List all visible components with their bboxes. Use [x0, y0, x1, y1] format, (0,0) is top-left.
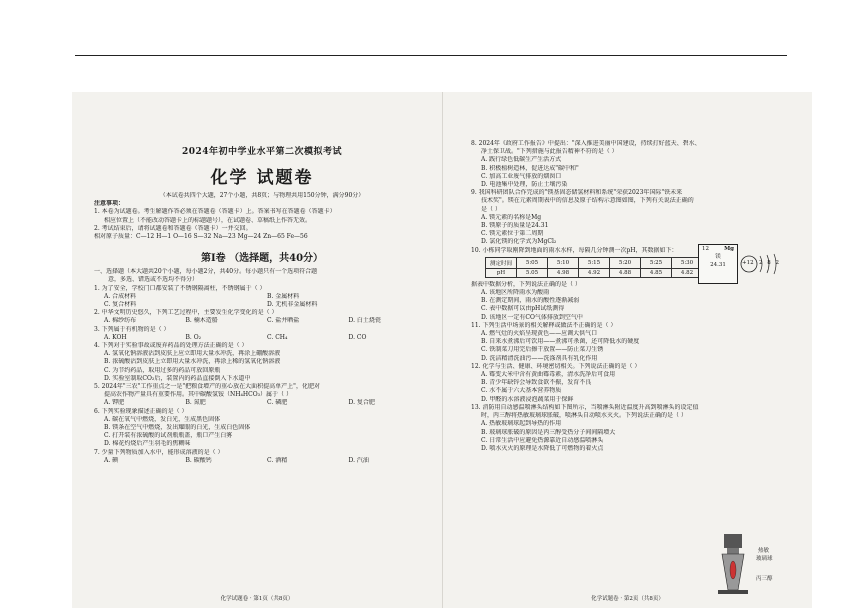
q13-stem-2: 时，丙三醇将热敏玻璃球胀破，喷淋头自动喷水灭火。下列说法正确的是（ ） [481, 412, 687, 420]
atomic-mass: 24.31 [710, 262, 726, 268]
q5-option-b: B. 氮肥 [185, 399, 206, 407]
q11-option-d: D. 洗洁精清洗油污——洗涤剂具有乳化作用 [481, 354, 598, 362]
ph-cell: 5.05 [517, 268, 548, 277]
right-footer: 化学试题卷 · 第2页（共8页） [591, 596, 664, 602]
q7-stem: 7. 少量下列物质加入水中，能形成溶液的是（ ） [94, 448, 224, 456]
ph-cell: 4.85 [641, 268, 672, 277]
q1-option-c: C. 复合材料 [104, 301, 137, 309]
q12-option-c: C. 水不属于六大基本营养物质 [481, 387, 562, 395]
q3-option-b: B. O₂ [185, 333, 202, 341]
q11-stem: 11. 下列生活中场景的相关解释或做法不正确的是（ ） [471, 321, 617, 329]
q3-option-d: D. CO [348, 333, 367, 341]
sprinkler-head-svg [712, 532, 754, 598]
section-title: 第Ⅰ卷 （选择题，共40分） [200, 253, 324, 265]
q11-option-c: C. 铁制菜刀用完后擦干放置——防止菜刀生锈 [481, 346, 604, 354]
q4-option-c: C. 为节约药品，取用过多的药品可放回原瓶 [104, 366, 221, 374]
q7-option-c: C. 酒精 [267, 456, 288, 464]
q13-option-b: B. 玻璃球胀破的原因是丙三醇受热分子间间隔增大 [481, 428, 616, 436]
q5-option-a: A. 钾肥 [104, 399, 125, 407]
time-cell: 5:15 [579, 257, 610, 268]
atomic-structure-diagram [740, 250, 782, 278]
time-cell: 5:25 [641, 257, 672, 268]
atomic-number: 12 [702, 246, 709, 252]
q12-option-a: A. 霉变大米中含有黄曲霉毒素，清水洗净后可食用 [481, 371, 616, 379]
q13-option-d: D. 喷水灭火的原理是水降低了可燃物的着火点 [481, 444, 604, 452]
q8-option-c: C. 加高工业废气排放的烟囱口 [481, 172, 562, 180]
notes-heading: 注意事项： [94, 200, 125, 208]
q1-options-2 [94, 301, 430, 309]
time-cell: 5:30 [672, 257, 703, 268]
q13-stem: 13. 消防用自动感温喷淋头结构如下图所示，当喷淋头附近温度升高到喷淋头的设定值 [471, 403, 699, 411]
time-cell: 5:10 [548, 257, 579, 268]
q6-option-c: C. 打开装有浓硫酸的试剂瓶瓶盖，瓶口产生白雾 [104, 432, 233, 440]
q2-option-c: C. 盐井晒盐 [267, 317, 300, 325]
ph-cell: 4.92 [579, 268, 610, 277]
ph-cell: 4.82 [672, 268, 703, 277]
q5-option-d: D. 复合肥 [348, 399, 375, 407]
q11-option-b: B. 自来水煮沸后可饮用——煮沸可杀菌，还可降低水的硬度 [481, 338, 640, 346]
q10-option-a: A. 该地区所降雨水为酸雨 [481, 289, 550, 297]
label-thermal-glass: 热敏 [758, 548, 770, 554]
q8-stem: 8. 2024年《政府工作报告》中提出："深入推进美丽中国建设，持续打好蓝天、碧水、 [471, 140, 701, 147]
q2-options [94, 317, 430, 325]
table-header-cell: 测定时间 [486, 257, 517, 268]
section-desc-2: 意，多选、错选或不选均不得分） [108, 276, 199, 284]
q8-stem-2: 净土保卫战。"下列措施与此报告精神不符的是（ ） [481, 148, 618, 156]
q5-option-c: C. 磷肥 [267, 399, 288, 407]
table-header-cell: pH [486, 268, 517, 277]
q4-option-b: B. 浓硫酸沾到皮肤上立即用大量水冲洗，再涂上稀的氢氧化钠溶液 [104, 358, 281, 366]
q3-stem: 3. 下列属于有机物的是（ ） [94, 325, 170, 333]
label-glycerol: 丙三醇 [756, 576, 773, 582]
q1-options [94, 293, 430, 301]
element-tile-mg [698, 244, 738, 284]
section-desc: 一、选择题（本大题共20个小题，每小题2分，共40分。每小题只有一个选项符合题 [94, 268, 318, 276]
q6-option-d: D. 棉花灼烧后产生羽毛的焦糊味 [104, 440, 191, 448]
q9-option-b: B. 镁原子的质量是24.31 [481, 222, 549, 230]
ph-table [485, 257, 703, 278]
sprinkler-diagram [712, 532, 782, 600]
q4-option-a: A. 氢氧化钠溶液沾到皮肤上应立即用大量水冲洗，再涂上硼酸溶液 [104, 350, 281, 358]
q10-option-b: B. 在测定期间，雨水的酸性逐渐减弱 [481, 297, 580, 305]
q1-option-d: D. 无机非金属材料 [267, 301, 318, 309]
q9-stem-3: 是（ ） [481, 205, 501, 213]
q7-option-b: B. 碳酸钙 [185, 456, 212, 464]
q10-stem-2: 据表中数据分析，下列说法正确的是（ ） [471, 280, 581, 288]
q8-option-b: B. 积极植树造林，促进达成"碳中和" [481, 164, 579, 172]
electron-shells: 2 8 2 [759, 260, 781, 266]
subject-title: 化学 试题卷 [210, 168, 314, 188]
q4-option-d: D. 实验室制取CO₂后，装置内的药品直接倒入下水道中 [104, 374, 251, 382]
q2-stem: 2. 中华文明历史悠久，下列工艺过程中，主要发生化学变化的是（ ） [94, 309, 278, 317]
q7-option-d: D. 汽油 [348, 456, 369, 464]
q5-options [94, 399, 430, 407]
q5-stem-2: 提高农作物产量具有重要作用。其中碳酸氢铵（NH₄HCO₃）属于（ ） [104, 391, 292, 399]
q3-option-a: A. KOH [104, 333, 127, 341]
element-name: 镁 [715, 254, 721, 260]
ph-cell: 4.98 [548, 268, 579, 277]
time-cell: 5:20 [610, 257, 641, 268]
note-2: 2. 考试结束后，请将试题卷和答题卷（答题卡）一并交回。 [94, 224, 252, 232]
q10-stem: 10. 小栋同学取刚降到地面的雨水水样，每隔几分钟测一次pH，其数据如下： [471, 246, 678, 254]
element-symbol: Mg [724, 246, 734, 252]
q9-option-c: C. 镁元素位于第二周期 [481, 230, 544, 238]
q1-option-b: B. 金属材料 [267, 292, 300, 300]
q2-option-b: B. 楠木造船 [185, 317, 218, 325]
q10-option-d: D. 该地区一定有CO气体排放到空气中 [481, 313, 583, 321]
table-row [486, 268, 703, 277]
atomic-masses: 相对原子质量：C—12 H—1 O—16 S—32 Na—23 Mg—24 Zn—65 Fe—56 [94, 233, 308, 241]
left-footer: 化学试题卷 · 第1页（共8页） [220, 596, 294, 602]
q7-options [94, 457, 430, 465]
time-cell: 5:05 [517, 257, 548, 268]
scanned-exam-sheet [72, 92, 812, 608]
q12-option-b: B. 青少年缺锌会导致食欲不振，发育不良 [481, 379, 592, 387]
intro-line: （本试卷共四个大题，27个小题，共8页；与物理共用150分钟，满分90分） [159, 192, 365, 199]
q1-stem: 1. 为了安全，学校门口都安装了不锈钢隔离柱，不锈钢属于（ ） [94, 284, 266, 292]
left-page [72, 92, 442, 608]
q6-option-a: A. 碳在氧气中燃烧，发白光，生成黑色固体 [104, 415, 221, 423]
q9-option-a: A. 镁元素的名称是Mg [481, 213, 542, 221]
q5-stem: 5. 2024年"三农"工作重点之一是"把粮食增产的重心放在大面积提高单产上"，化肥对 [94, 383, 320, 391]
q8-option-d: D. 电池集中处理，防止土壤污染 [481, 181, 568, 189]
q9-stem-2: 技术奖"。镁在元素周期表中的信息及原子结构示意图如图，下列有关说法正确的 [481, 197, 694, 205]
exam-title: 2024年初中学业水平第二次模拟考试 [181, 147, 343, 157]
top-rule [75, 55, 787, 56]
q13-option-a: A. 热敏玻璃球起到导热的作用 [481, 420, 562, 428]
q10-option-c: C. 表中数据可以由pH试纸测得 [481, 305, 565, 313]
q3-options [94, 334, 430, 342]
label-thermal-glass-2: 玻璃球 [756, 556, 773, 562]
q11-option-a: A. 燃气灶的火焰呈现黄色——应调大供气口 [481, 330, 598, 338]
note-1b: 相应位置上（不能改动答题卡上的标题题号），在试题卷、草稿纸上作答无效。 [104, 216, 312, 224]
nucleus-charge: +12 [742, 260, 754, 266]
q2-option-a: A. 棉纱纺布 [104, 317, 137, 325]
q9-option-d: D. 氯化镁的化学式为MgCl₂ [481, 238, 557, 246]
q1-option-a: A. 合成材料 [104, 292, 137, 300]
q6-stem: 6. 下列实验现象描述正确的是（ ） [94, 407, 188, 415]
q12-stem: 12. 化学与生活、健康、环境密切相关。下列说法正确的是（ ） [471, 362, 641, 370]
q6-option-b: B. 镁条在空气中燃烧，发出耀眼的白光，生成白色固体 [104, 424, 251, 432]
right-page [442, 92, 812, 608]
q13-option-c: C. 日常生活中应避免热源靠近自动感温喷淋头 [481, 436, 604, 444]
q2-option-d: D. 白土烧瓷 [348, 317, 381, 325]
ph-cell: 4.88 [610, 268, 641, 277]
q9-stem: 9. 我国科研团队合作完成的"镁基固态储氢材料和系统"荣获2023年国际"铁未来 [471, 189, 683, 197]
note-1: 1. 本卷为试题卷。考生解题作答必须在答题卷（答题卡）上。答案书写在答题卷（答题卡） [94, 208, 336, 216]
q12-option-d: D. 甲醛的水溶液浸泡蔬菜用于保鲜 [481, 395, 574, 403]
table-row [486, 257, 703, 268]
q3-option-c: C. CH₄ [267, 333, 288, 341]
q7-option-a: A. 碘 [104, 456, 119, 464]
q4-stem: 4. 下列对于实验事故或废弃药品的处理方法正确的是（ ） [94, 342, 248, 350]
q8-option-a: A. 践行绿色低碳生产生活方式 [481, 156, 562, 164]
